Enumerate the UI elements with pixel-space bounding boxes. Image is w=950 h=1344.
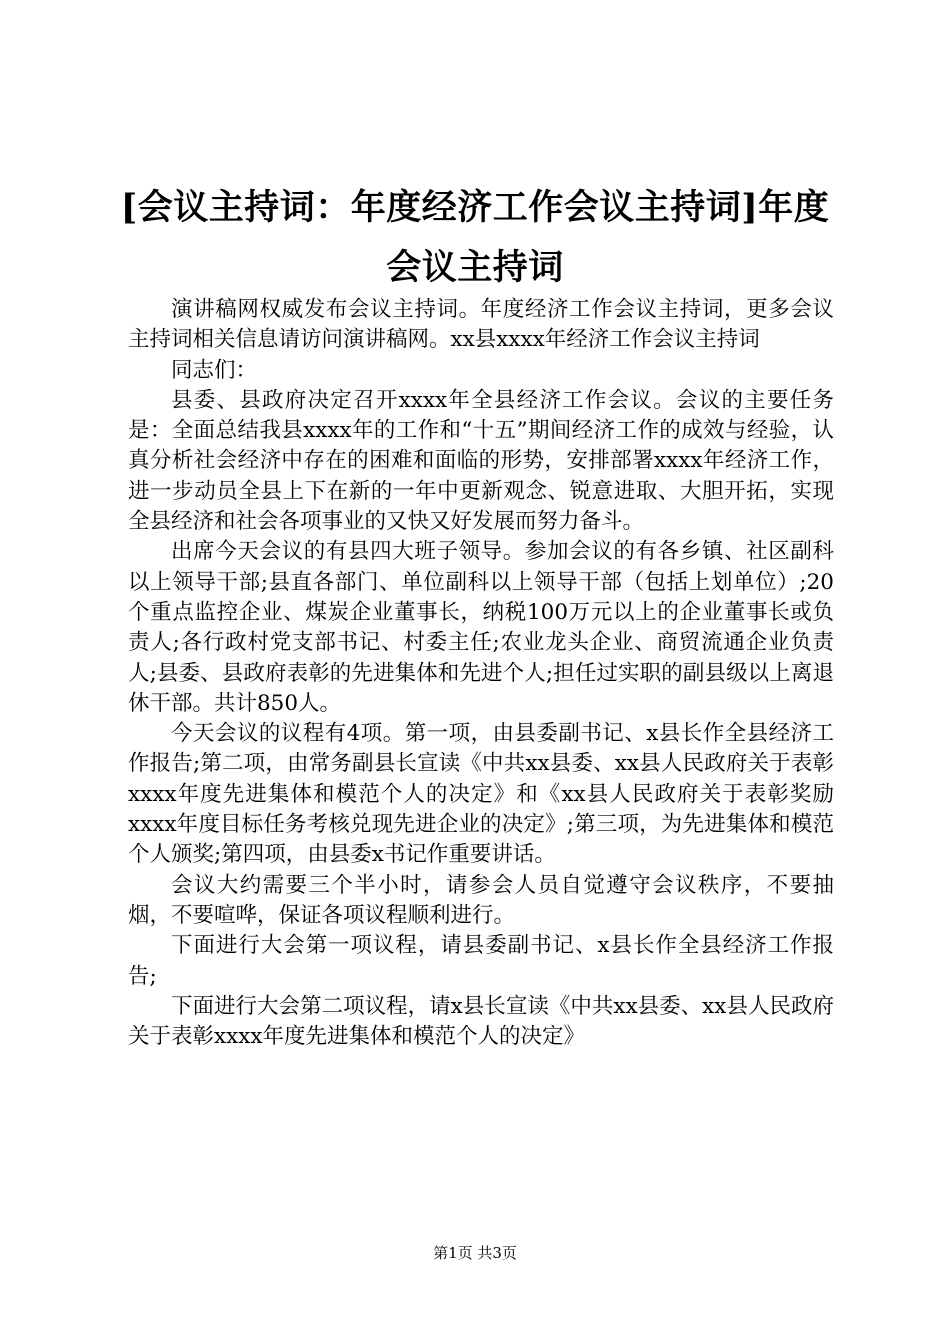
paragraph-meeting-purpose: 县委、县政府决定召开xxxx年全县经济工作会议。会议的主要任务是：全面总结我县xxxx年的工作和“十五”期间经济工作的成效与经验，认真分析社会经济中存在的困难和面临的形势，安排部署xxxx年经济工作，进一步动员全县上下在新的一年中更新观念、锐意进取、大胆开拓，实现全县经济和社会各项事业的又快又好发展而努力备斗。 (128, 387, 834, 535)
paragraph-agenda: 今天会议的议程有4项。第一项，由县委副书记、x县长作全县经济工作报告;第二项，由常务副县长宣读《中共xx县委、xx县人民政府关于表彰xxxx年度先进集体和模范个人的决定》和《xx县人民政府关于表彰奖励xxxx年度目标任务考核兑现先进企业的决定》;第三项，为先进集体和模范个人颁奖;第四项，由县委x书记作重要讲话。 (128, 721, 834, 868)
paragraph-intro: 演讲稿网权威发布会议主持词。年度经济工作会议主持词，更多会议主持词相关信息请访问演讲稿网。xx县xxxx年经济工作会议主持词 (128, 297, 834, 353)
document-body (128, 295, 834, 1052)
paragraph-meeting-rules: 会议大约需要三个半小时，请参会人员自觉遵守会议秩序，不要抽烟，不要喧哗，保证各项议程顺利进行。 (128, 872, 834, 928)
page-footer: 第1页 共3页 (433, 1244, 517, 1262)
paragraph-salutation: 同志们： (171, 357, 258, 383)
document-title: [会议主持词：年度经济工作会议主持词]年度会议主持词 (120, 187, 830, 288)
paragraph-agenda-item-1: 下面进行大会第一项议程，请县委副书记、x县长作全县经济工作报告; (128, 933, 834, 989)
paragraph-attendees: 出席今天会议的有县四大班子领导。参加会议的有各乡镇、社区副科以上领导干部;县直各部门、单位副科以上领导干部（包括上划单位）;20个重点监控企业、煤炭企业董事长，纳税100万元以上的企业董事长或负责人;各行政村党支部书记、村委主任;农业龙头企业、商贸流通企业负责人;县委、县政府表彰的先进集体和先进个人;担任过实职的副县级以上离退休干部。共计850人。 (128, 539, 834, 716)
paragraph-agenda-item-2: 下面进行大会第二项议程，请x县长宣读《中共xx县委、xx县人民政府关于表彰xxxx年度先进集体和模范个人的决定》 (128, 993, 834, 1050)
